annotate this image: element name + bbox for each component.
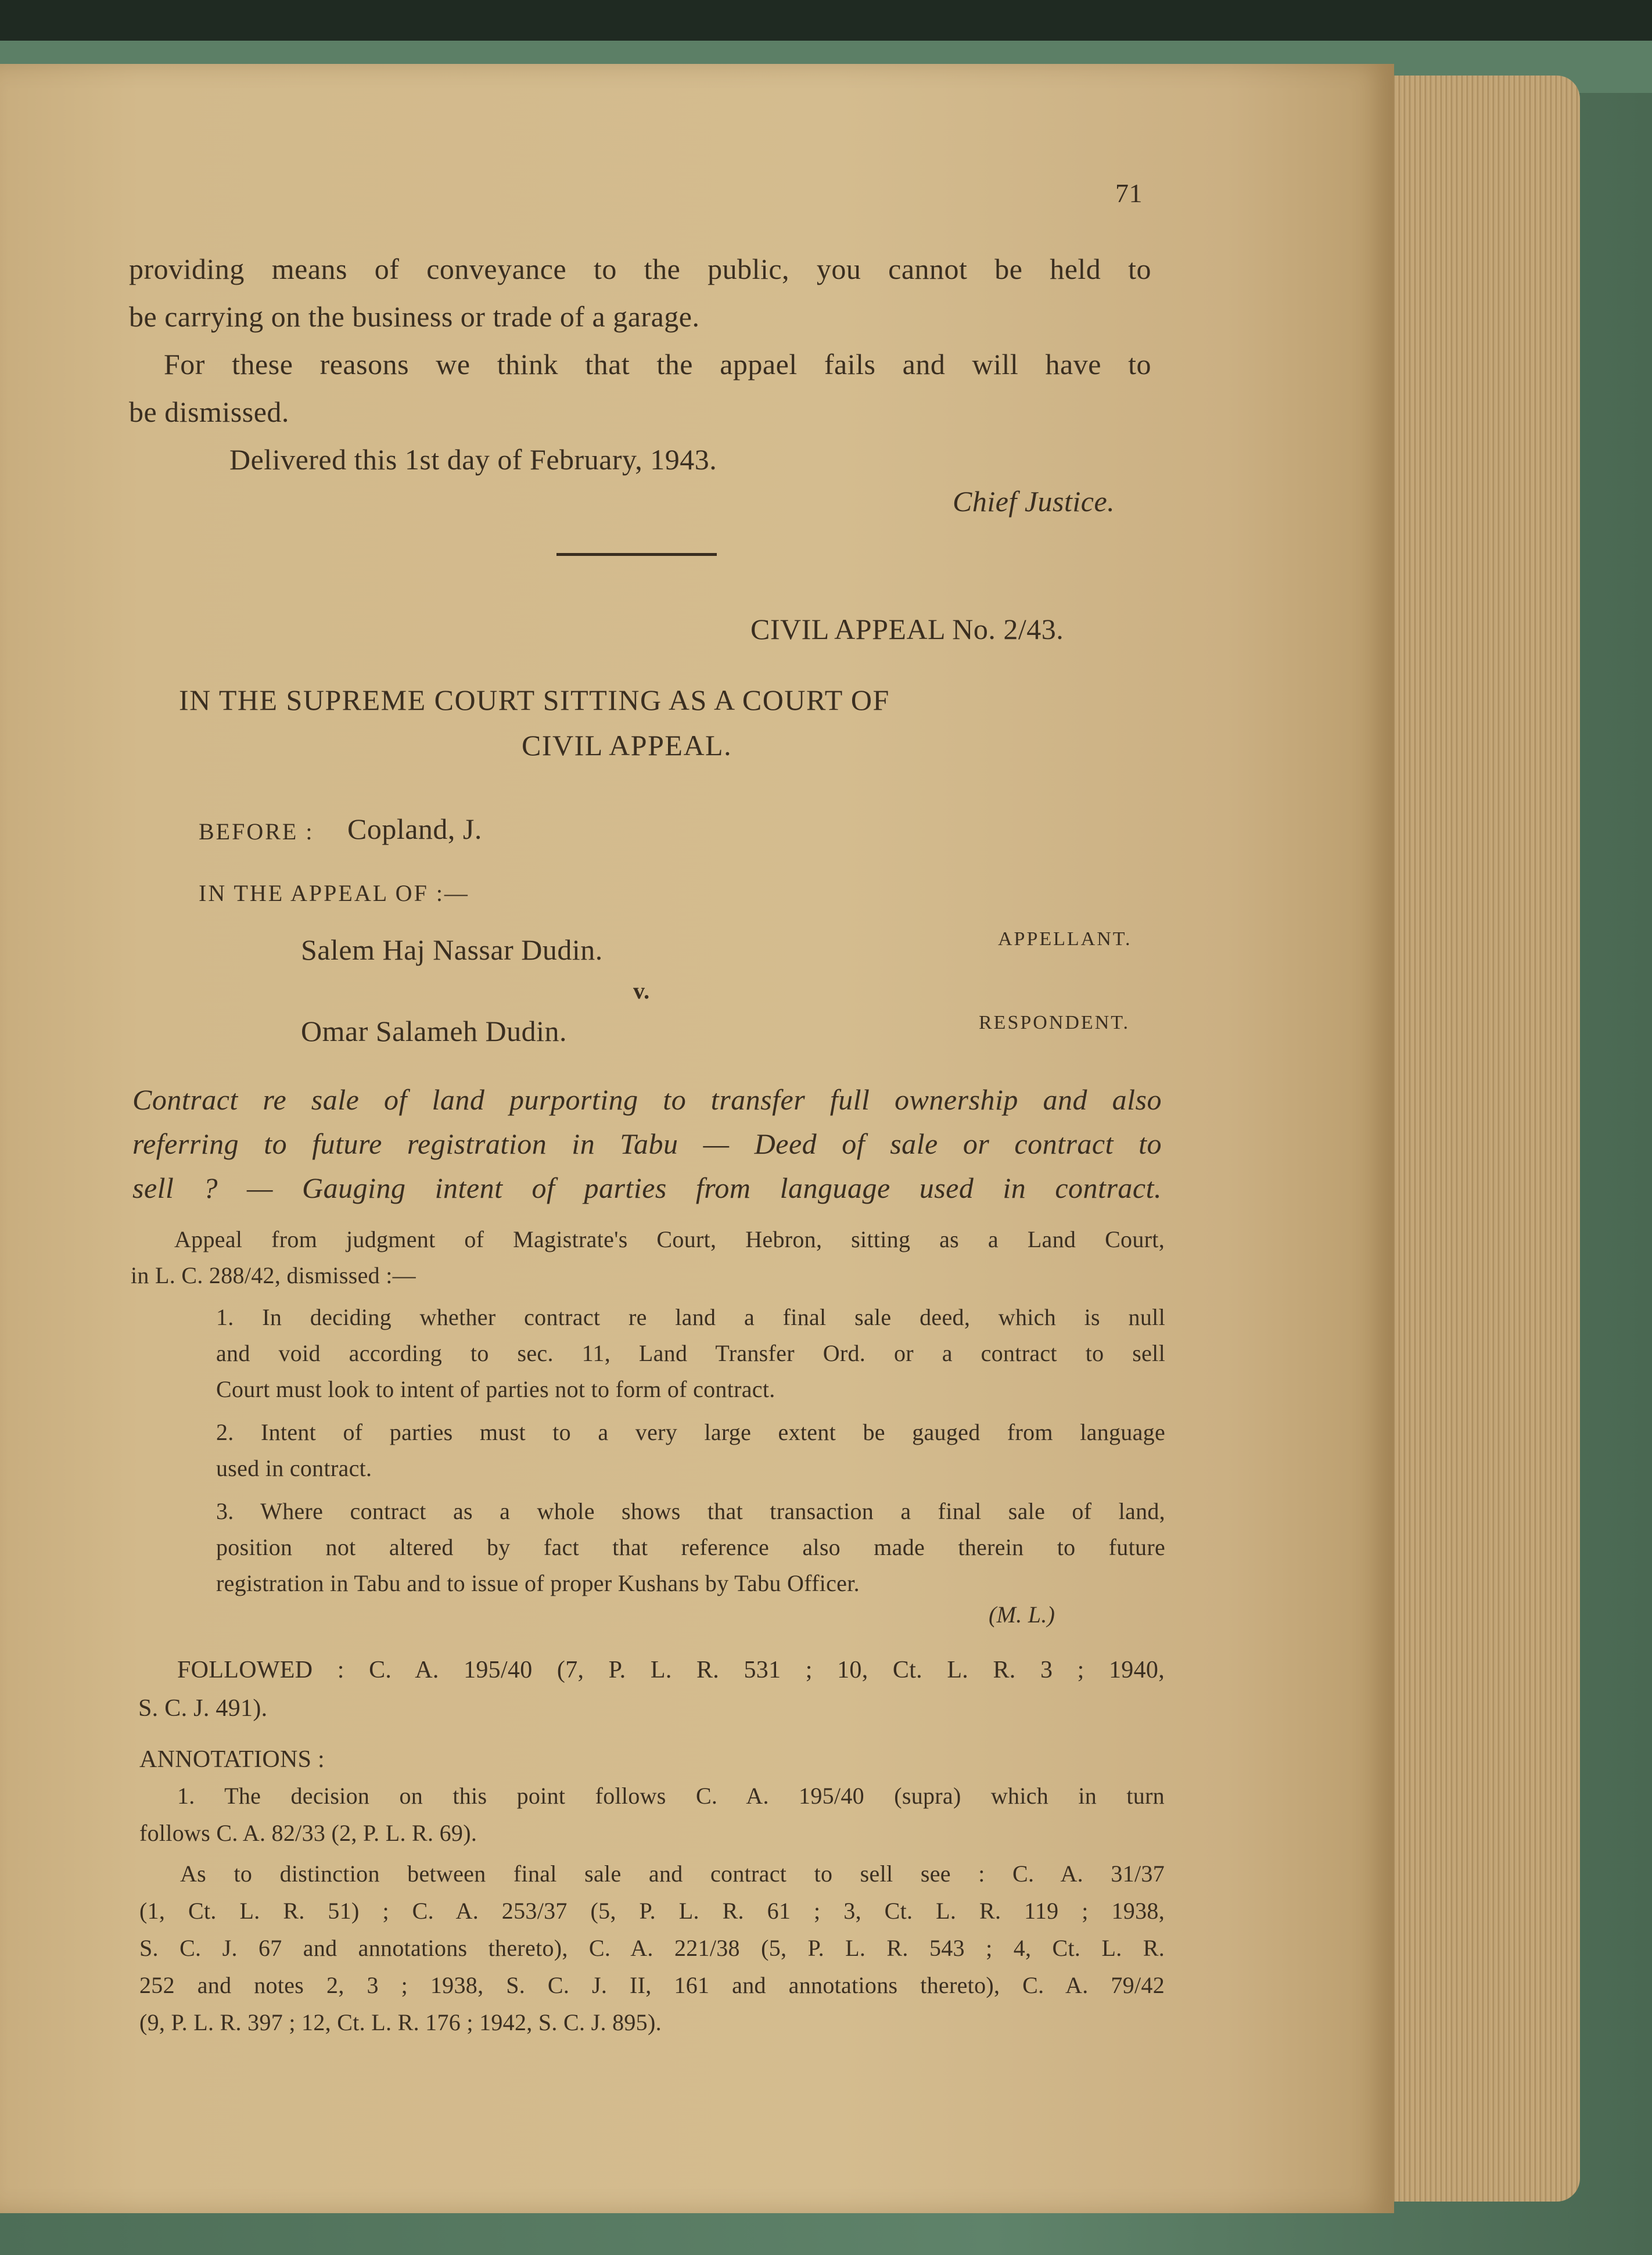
headnote-line1: Contract re sale of land purporting to transfer full ownership and also — [132, 1083, 1162, 1116]
section-divider — [556, 553, 717, 556]
annotation1-line2: follows C. A. 82/33 (2, P. L. R. 69). — [139, 1820, 477, 1846]
appellant-label: APPELLANT. — [998, 928, 1132, 950]
court-heading-line1: IN THE SUPREME COURT SITTING AS A COURT OF — [179, 684, 890, 716]
delivered-line: Delivered this 1st day of February, 1943. — [229, 443, 717, 476]
para2-line2: be dismissed. — [129, 396, 289, 428]
signature-chief-justice: Chief Justice. — [953, 485, 1115, 518]
page-number: 71 — [1115, 178, 1143, 208]
point1-line2: and void according to sec. 11, Land Transfer Ord. or a contract to sell — [216, 1340, 1165, 1366]
annotation2-line2: (1, Ct. L. R. 51) ; C. A. 253/37 (5, P. L. R. 61 ; 3, Ct. L. R. 119 ; 1938, — [139, 1898, 1165, 1924]
point1-line3: Court must look to intent of parties not to form of contract. — [216, 1376, 775, 1402]
annotation2-line1: As to distinction between final sale and contract to sell see : C. A. 31/37 — [180, 1861, 1165, 1887]
respondent-label: RESPONDENT. — [979, 1012, 1130, 1033]
annotation2-line4: 252 and notes 2, 3 ; 1938, S. C. J. II, 161 and annotations thereto), C. A. 79/42 — [139, 1972, 1165, 1998]
point3-line2: position not altered by fact that reference also made therein to future — [216, 1534, 1165, 1560]
court-heading-line2: CIVIL APPEAL. — [522, 729, 732, 762]
before-judge: Copland, J. — [347, 813, 482, 845]
civil-appeal-number: CIVIL APPEAL No. 2/43. — [750, 613, 1064, 645]
point2-line2: used in contract. — [216, 1455, 372, 1481]
versus: v. — [633, 978, 650, 1004]
summary-initials: (M. L.) — [989, 1602, 1055, 1628]
point1-line1: 1. In deciding whether contract re land a final sale deed, which is null — [216, 1304, 1165, 1330]
para1-line1: providing means of conveyance to the public, you cannot be held to — [129, 253, 1151, 285]
para1-line2: be carrying on the business or trade of a garage. — [129, 300, 700, 333]
before-label: BEFORE : — [199, 818, 314, 845]
annotations-heading: ANNOTATIONS : — [139, 1746, 325, 1773]
annotation2-line3: S. C. J. 67 and annotations thereto), C. A. 221/38 (5, P. L. R. 543 ; 4, Ct. L. R. — [139, 1935, 1165, 1961]
appellant-name: Salem Haj Nassar Dudin. — [301, 933, 603, 966]
headnote-line2: referring to future registration in Tabu — Deed of sale or contract to — [132, 1128, 1162, 1160]
annotation1-line1: 1. The decision on this point follows C. A. 195/40 (supra) which in turn — [177, 1783, 1165, 1809]
headnote-line3: sell ? — Gauging intent of parties from language used in contract. — [132, 1172, 1162, 1204]
followed-line1: FOLLOWED : C. A. 195/40 (7, P. L. R. 531 ; 10, Ct. L. R. 3 ; 1940, — [177, 1657, 1165, 1683]
para2-line1: For these reasons we think that the appael fails and will have to — [164, 348, 1151, 380]
point3-line1: 3. Where contract as a whole shows that transaction a final sale of land, — [216, 1498, 1165, 1524]
point3-line3: registration in Tabu and to issue of proper Kushans by Tabu Officer. — [216, 1570, 860, 1596]
annotation2-line5: (9, P. L. R. 397 ; 12, Ct. L. R. 176 ; 1942, S. C. J. 895). — [139, 2009, 662, 2035]
book-page — [0, 64, 1394, 2213]
in-appeal-of-label: IN THE APPEAL OF :— — [199, 880, 469, 906]
followed-line2: S. C. J. 491). — [138, 1695, 268, 1722]
point2-line1: 2. Intent of parties must to a very large extent be gauged from language — [216, 1419, 1165, 1445]
respondent-name: Omar Salameh Dudin. — [301, 1015, 568, 1047]
summary-intro-line1: Appeal from judgment of Magistrate's Court, Hebron, sitting as a Land Court, — [174, 1226, 1165, 1252]
summary-intro-line2: in L. C. 288/42, dismissed :— — [131, 1262, 416, 1288]
